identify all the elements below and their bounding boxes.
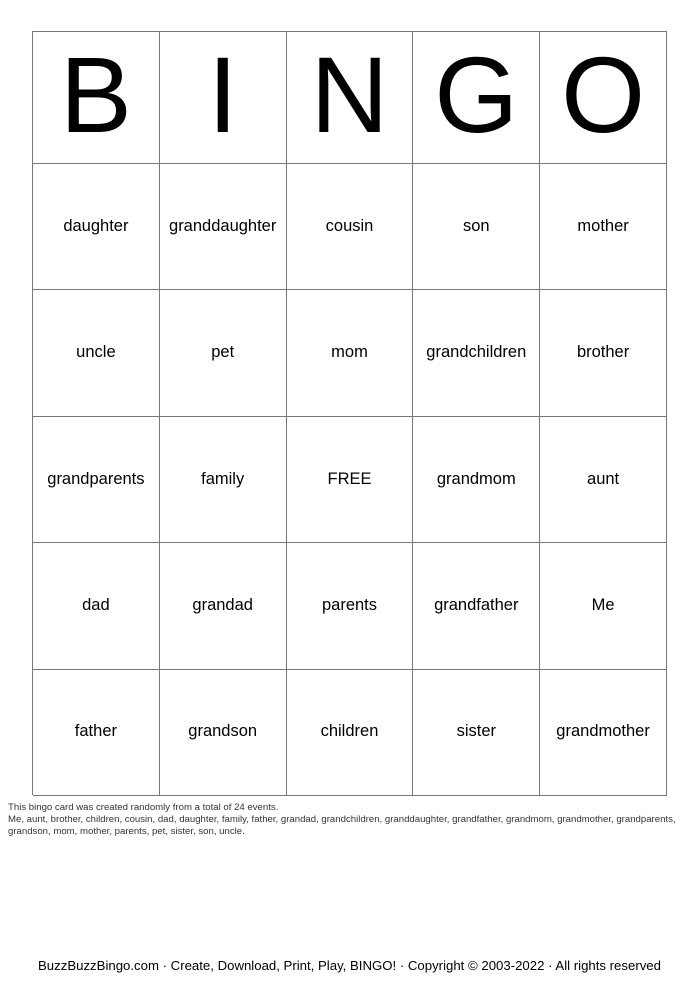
bingo-cell[interactable]: grandchildren — [413, 290, 540, 416]
bingo-cell[interactable]: granddaughter — [160, 164, 287, 290]
bingo-cell[interactable]: grandparents — [33, 417, 160, 543]
bingo-cell[interactable]: dad — [33, 543, 160, 669]
bingo-row — [33, 417, 667, 543]
bingo-row — [33, 290, 667, 416]
bingo-cell[interactable]: grandad — [160, 543, 287, 669]
bingo-header-letter-o: O — [540, 32, 667, 164]
bingo-cell[interactable]: Me — [540, 543, 667, 669]
bingo-cell[interactable]: pet — [160, 290, 287, 416]
bingo-row — [33, 670, 667, 796]
bingo-header-letter-n: N — [287, 32, 414, 164]
bingo-cell[interactable]: mother — [540, 164, 667, 290]
page-footer: BuzzBuzzBingo.com · Create, Download, Print, Play, BINGO! · Copyright © 2003-2022 · All rights reserved — [38, 958, 661, 973]
bingo-cell[interactable]: son — [413, 164, 540, 290]
bingo-cell[interactable]: grandmother — [540, 670, 667, 796]
bingo-header-row — [33, 32, 667, 164]
bingo-cell[interactable]: grandmom — [413, 417, 540, 543]
card-notes-line-1: This bingo card was created randomly from a total of 24 events. — [8, 802, 279, 813]
bingo-free-space-cell[interactable]: FREE — [287, 417, 414, 543]
bingo-cell[interactable]: daughter — [33, 164, 160, 290]
bingo-header-letter-i: I — [160, 32, 287, 164]
bingo-card — [32, 31, 667, 795]
bingo-cell[interactable]: uncle — [33, 290, 160, 416]
bingo-row — [33, 543, 667, 669]
bingo-cell[interactable]: brother — [540, 290, 667, 416]
bingo-cell[interactable]: parents — [287, 543, 414, 669]
bingo-cell[interactable]: aunt — [540, 417, 667, 543]
card-notes — [8, 802, 692, 837]
bingo-cell[interactable]: grandson — [160, 670, 287, 796]
bingo-cell[interactable]: family — [160, 417, 287, 543]
bingo-cell[interactable]: grandfather — [413, 543, 540, 669]
bingo-cell[interactable]: cousin — [287, 164, 414, 290]
bingo-cell[interactable]: father — [33, 670, 160, 796]
bingo-cell[interactable]: mom — [287, 290, 414, 416]
bingo-cell[interactable]: sister — [413, 670, 540, 796]
card-notes-line-2: Me, aunt, brother, children, cousin, dad, daughter, family, father, grandad, grandchildren, granddaughter, grandfather, grandmom, grandmother, grandparents, grandson, mom, mother, parents, pet, sister, son, uncle. — [8, 813, 676, 837]
bingo-header-letter-g: G — [413, 32, 540, 164]
bingo-cell[interactable]: children — [287, 670, 414, 796]
bingo-row — [33, 164, 667, 290]
bingo-header-letter-b: B — [33, 32, 160, 164]
